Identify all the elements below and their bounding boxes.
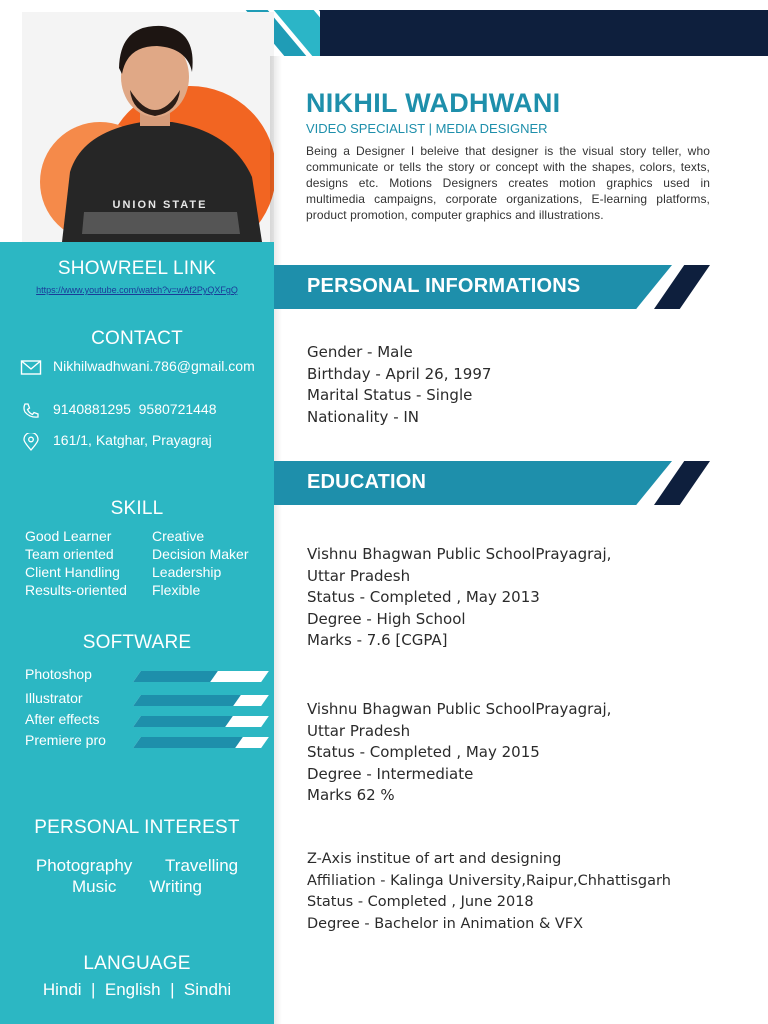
software-level-fill <box>133 695 241 706</box>
personal-info-line: Marital Status - Single <box>307 386 473 404</box>
education-line: Uttar Pradesh <box>307 566 411 585</box>
education-title: EDUCATION <box>307 471 427 493</box>
software-level-bar <box>133 716 269 727</box>
education-entry <box>307 849 671 935</box>
education-line: Affiliation - Kalinga University,Raipur,Chhattisgarh <box>307 872 671 889</box>
personal-info-title: PERSONAL INFORMATIONS <box>307 275 581 297</box>
skill-item: Flexible <box>152 582 201 598</box>
software-name: Photoshop <box>25 666 92 682</box>
showreel-title: SHOWREEL LINK <box>57 258 217 279</box>
software-level-fill <box>133 737 243 748</box>
education-line: Status - Completed , May 2013 <box>307 588 540 606</box>
candidate-name: NIKHIL WADHWANI <box>306 88 561 118</box>
software-row <box>25 666 270 684</box>
language-list: Hindi | English | Sindhi <box>42 980 232 999</box>
software-row <box>25 690 270 708</box>
skill-item: Leadership <box>152 564 222 580</box>
education-line: Degree - Bachelor in Animation & VFX <box>307 915 584 932</box>
education-line: Degree - High School <box>307 609 466 628</box>
skill-item: Results-oriented <box>25 582 127 598</box>
personal-info-line: Nationality - IN <box>307 407 420 426</box>
contact-address <box>20 432 263 451</box>
education-line: Uttar Pradesh <box>307 721 411 740</box>
software-level-fill <box>133 716 233 727</box>
software-level-bar <box>133 671 269 682</box>
language-title: LANGUAGE <box>83 953 191 974</box>
contact-title: CONTACT <box>91 328 183 349</box>
showreel-link[interactable]: https://www.youtube.com/watch?v=wAf2PyQXFgQ <box>36 285 238 295</box>
skill-title: SKILL <box>110 498 164 519</box>
shirt-print: UNION STATE <box>112 199 208 211</box>
skill-item: Creative <box>152 528 205 544</box>
mail-icon <box>20 359 42 377</box>
profile-photo <box>22 12 274 242</box>
personal-info-list <box>307 342 491 428</box>
header-bar <box>320 10 768 56</box>
education-line: Marks 62 % <box>307 786 395 804</box>
skill-item: Client Handling <box>25 564 120 580</box>
location-pin-icon <box>20 433 42 451</box>
education-line: Marks - 7.6 [CGPA] <box>307 631 448 649</box>
phone-icon <box>20 402 42 420</box>
interest-line-1: Photography Travelling <box>35 856 239 875</box>
personal-info-line: Birthday - April 26, 1997 <box>307 364 492 383</box>
software-row <box>25 732 270 750</box>
software-name: After effects <box>25 711 100 727</box>
education-entry <box>307 544 611 652</box>
education-line: Vishnu Bhagwan Public SchoolPrayagraj, <box>307 545 612 563</box>
candidate-role: VIDEO SPECIALIST | MEDIA DESIGNER <box>306 121 548 136</box>
software-name: Illustrator <box>25 690 83 706</box>
skill-item: Good Learner <box>25 528 112 544</box>
education-line: Status - Completed , June 2018 <box>307 894 534 910</box>
skill-item: Decision Maker <box>152 546 249 562</box>
interest-title: PERSONAL INTEREST <box>34 817 240 838</box>
skill-item: Team oriented <box>25 546 114 562</box>
interest-line-2: Music Writing <box>71 877 203 896</box>
education-banner <box>274 461 714 505</box>
software-level-fill <box>133 671 217 682</box>
contact-email-text[interactable]: Nikhilwadhwani.786@gmail.com <box>53 358 255 374</box>
education-line: Vishnu Bhagwan Public SchoolPrayagraj, <box>307 700 612 718</box>
personal-info-line: Gender - Male <box>307 343 413 361</box>
contact-phone-text[interactable]: 9140881295 9580721448 <box>53 401 217 417</box>
software-title: SOFTWARE <box>82 632 192 653</box>
education-line: Degree - Intermediate <box>307 764 474 783</box>
candidate-bio: Being a Designer I beleive that designer is the visual story teller, who communicate or tells the story or concept with the shapes, colors, texts, designs etc. Motions Designers creates motion graphics used in multimedia campaigns, corporate organizations, E-learning platforms, product promotion, computer graphics and illustrations. <box>306 144 710 222</box>
education-line: Status - Completed , May 2015 <box>307 743 540 761</box>
software-row <box>25 711 270 729</box>
contact-phone <box>20 401 263 420</box>
contact-email <box>20 358 258 377</box>
sidebar-panel <box>0 242 274 1024</box>
personal-info-banner <box>274 265 714 309</box>
skill-list <box>25 528 270 599</box>
profile-photo-illustration <box>22 12 274 242</box>
education-line: Z-Axis institue of art and designing <box>307 851 562 867</box>
software-name: Premiere pro <box>25 732 106 748</box>
software-level-bar <box>133 737 269 748</box>
contact-address-text: 161/1, Katghar, Prayagraj <box>53 432 212 448</box>
software-level-bar <box>133 695 269 706</box>
education-entry <box>307 699 611 807</box>
